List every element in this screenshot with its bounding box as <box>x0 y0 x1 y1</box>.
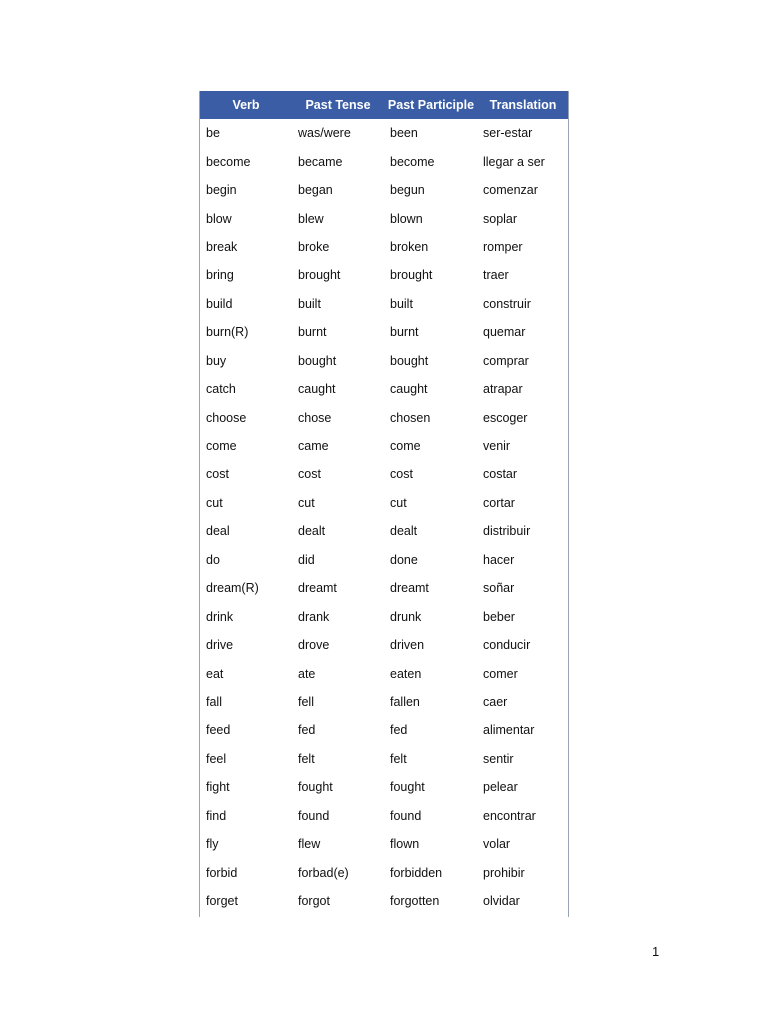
verb-cell: build <box>206 296 233 311</box>
past-tense-cell: fought <box>298 780 333 795</box>
table-row <box>200 432 568 460</box>
past-tense-cell: built <box>298 296 321 311</box>
past-tense-cell: chose <box>298 410 332 425</box>
translation-cell: alimentar <box>483 723 535 738</box>
translation-cell: costar <box>483 467 518 482</box>
verb-cell: fight <box>206 780 230 795</box>
table-row <box>200 147 568 175</box>
verb-cell: burn(R) <box>206 325 249 340</box>
table-row <box>200 403 568 431</box>
past-tense-cell: was/were <box>298 126 351 141</box>
table-row <box>200 119 568 147</box>
past-tense-cell: forgot <box>298 894 330 909</box>
table-row <box>200 546 568 574</box>
past-participle-cell: bought <box>390 353 429 368</box>
translation-cell: soplar <box>483 211 518 226</box>
table-row <box>200 830 568 858</box>
translation-cell: hacer <box>483 552 515 567</box>
translation-cell: quemar <box>483 325 526 340</box>
past-participle-cell: begun <box>390 183 425 198</box>
verb-cell: become <box>206 154 251 169</box>
past-participle-cell: done <box>390 552 418 567</box>
table-row <box>200 204 568 232</box>
translation-cell: pelear <box>483 780 518 795</box>
verb-cell: buy <box>206 353 227 368</box>
past-tense-cell: dealt <box>298 524 326 539</box>
verb-cell: drive <box>206 638 234 653</box>
past-participle-cell: flown <box>390 837 420 852</box>
past-participle-cell: caught <box>390 382 428 397</box>
verb-cell: forget <box>206 894 238 909</box>
past-tense-cell: cost <box>298 467 321 482</box>
verb-cell: feed <box>206 723 231 738</box>
verb-cell: break <box>206 239 238 254</box>
past-participle-cell: fought <box>390 780 425 795</box>
past-participle-cell: cost <box>390 467 413 482</box>
past-participle-cell: fallen <box>390 694 420 709</box>
table-row <box>200 574 568 602</box>
past-participle-cell: built <box>390 296 413 311</box>
past-participle-cell: eaten <box>390 666 422 681</box>
past-tense-cell: brought <box>298 268 341 283</box>
past-tense-cell: ate <box>298 666 316 681</box>
table-row <box>200 887 568 915</box>
past-participle-cell: broken <box>390 239 429 254</box>
verb-cell: be <box>206 126 220 141</box>
past-tense-cell: bought <box>298 353 337 368</box>
page-number: 1 <box>652 944 660 959</box>
verb-cell: forbid <box>206 865 238 880</box>
past-tense-cell: drove <box>298 638 330 653</box>
translation-cell: caer <box>483 694 508 709</box>
translation-cell: construir <box>483 296 531 311</box>
table-row <box>200 347 568 375</box>
verb-cell: catch <box>206 382 236 397</box>
verb-cell: fall <box>206 694 222 709</box>
table-row <box>200 489 568 517</box>
past-tense-cell: drank <box>298 609 330 624</box>
verb-cell: choose <box>206 410 247 425</box>
verb-cell: eat <box>206 666 224 681</box>
table-row <box>200 176 568 204</box>
irregular-verbs-table <box>199 91 569 917</box>
past-tense-cell: began <box>298 183 333 198</box>
table-row <box>200 716 568 744</box>
table-row <box>200 802 568 830</box>
table-row <box>200 659 568 687</box>
translation-cell: encontrar <box>483 808 536 823</box>
past-tense-cell: burnt <box>298 325 327 340</box>
translation-cell: traer <box>483 268 509 283</box>
past-participle-cell: driven <box>390 638 425 653</box>
verb-cell: dream(R) <box>206 581 259 596</box>
past-participle-cell: blown <box>390 211 423 226</box>
past-tense-cell: found <box>298 808 330 823</box>
past-participle-cell: forbidden <box>390 865 443 880</box>
verb-cell: feel <box>206 751 227 766</box>
translation-cell: distribuir <box>483 524 531 539</box>
verb-cell: cost <box>206 467 229 482</box>
verb-cell: begin <box>206 183 237 198</box>
verb-cell: fly <box>206 837 219 852</box>
translation-cell: venir <box>483 439 511 454</box>
translation-cell: ser-estar <box>483 126 533 141</box>
past-participle-cell: found <box>390 808 422 823</box>
verb-cell: blow <box>206 211 232 226</box>
translation-cell: prohibir <box>483 865 525 880</box>
past-tense-cell: came <box>298 439 329 454</box>
column-header-past-tense: Past Tense <box>305 98 371 112</box>
column-header-verb: Verb <box>232 98 260 112</box>
past-tense-cell: fed <box>298 723 316 738</box>
table-row <box>200 773 568 801</box>
past-tense-cell: flew <box>298 837 321 852</box>
past-participle-cell: come <box>390 439 421 454</box>
past-participle-cell: become <box>390 154 435 169</box>
verb-cell: drink <box>206 609 234 624</box>
past-tense-cell: cut <box>298 495 315 510</box>
table-row <box>200 858 568 886</box>
translation-cell: romper <box>483 239 523 254</box>
past-tense-cell: fell <box>298 694 314 709</box>
past-tense-cell: forbad(e) <box>298 865 349 880</box>
translation-cell: beber <box>483 609 515 624</box>
table-row <box>200 631 568 659</box>
table-row <box>200 290 568 318</box>
verb-cell: come <box>206 439 237 454</box>
table-row <box>200 318 568 346</box>
translation-cell: comprar <box>483 353 529 368</box>
table-row <box>200 688 568 716</box>
translation-cell: soñar <box>483 581 515 596</box>
table-header <box>200 91 568 119</box>
past-participle-cell: drunk <box>390 609 422 624</box>
past-tense-cell: blew <box>298 211 324 226</box>
past-tense-cell: felt <box>298 751 315 766</box>
table-row <box>200 460 568 488</box>
past-participle-cell: brought <box>390 268 433 283</box>
translation-cell: volar <box>483 837 511 852</box>
table-row <box>200 602 568 630</box>
table-row <box>200 261 568 289</box>
translation-cell: cortar <box>483 495 515 510</box>
column-header-translation: Translation <box>489 98 557 112</box>
table-row <box>200 375 568 403</box>
past-tense-cell: broke <box>298 239 330 254</box>
table-row <box>200 233 568 261</box>
past-participle-cell: fed <box>390 723 408 738</box>
past-tense-cell: dreamt <box>298 581 337 596</box>
table-row <box>200 745 568 773</box>
past-participle-cell: burnt <box>390 325 419 340</box>
past-participle-cell: forgotten <box>390 894 440 909</box>
translation-cell: llegar a ser <box>483 154 545 169</box>
past-participle-cell: cut <box>390 495 407 510</box>
past-participle-cell: dreamt <box>390 581 429 596</box>
translation-cell: comenzar <box>483 183 538 198</box>
translation-cell: olvidar <box>483 894 520 909</box>
verb-cell: deal <box>206 524 230 539</box>
translation-cell: escoger <box>483 410 528 425</box>
verb-cell: do <box>206 552 220 567</box>
verb-cell: bring <box>206 268 234 283</box>
past-tense-cell: did <box>298 552 315 567</box>
past-tense-cell: became <box>298 154 343 169</box>
past-tense-cell: caught <box>298 382 336 397</box>
translation-cell: conducir <box>483 638 531 653</box>
verb-cell: find <box>206 808 227 823</box>
column-header-past-participle: Past Participle <box>387 98 475 112</box>
translation-cell: atrapar <box>483 382 523 397</box>
past-participle-cell: dealt <box>390 524 418 539</box>
past-participle-cell: been <box>390 126 418 141</box>
past-participle-cell: felt <box>390 751 407 766</box>
past-participle-cell: chosen <box>390 410 431 425</box>
table-row <box>200 517 568 545</box>
verb-cell: cut <box>206 495 223 510</box>
translation-cell: sentir <box>483 751 514 766</box>
table-body <box>200 119 568 915</box>
translation-cell: comer <box>483 666 518 681</box>
